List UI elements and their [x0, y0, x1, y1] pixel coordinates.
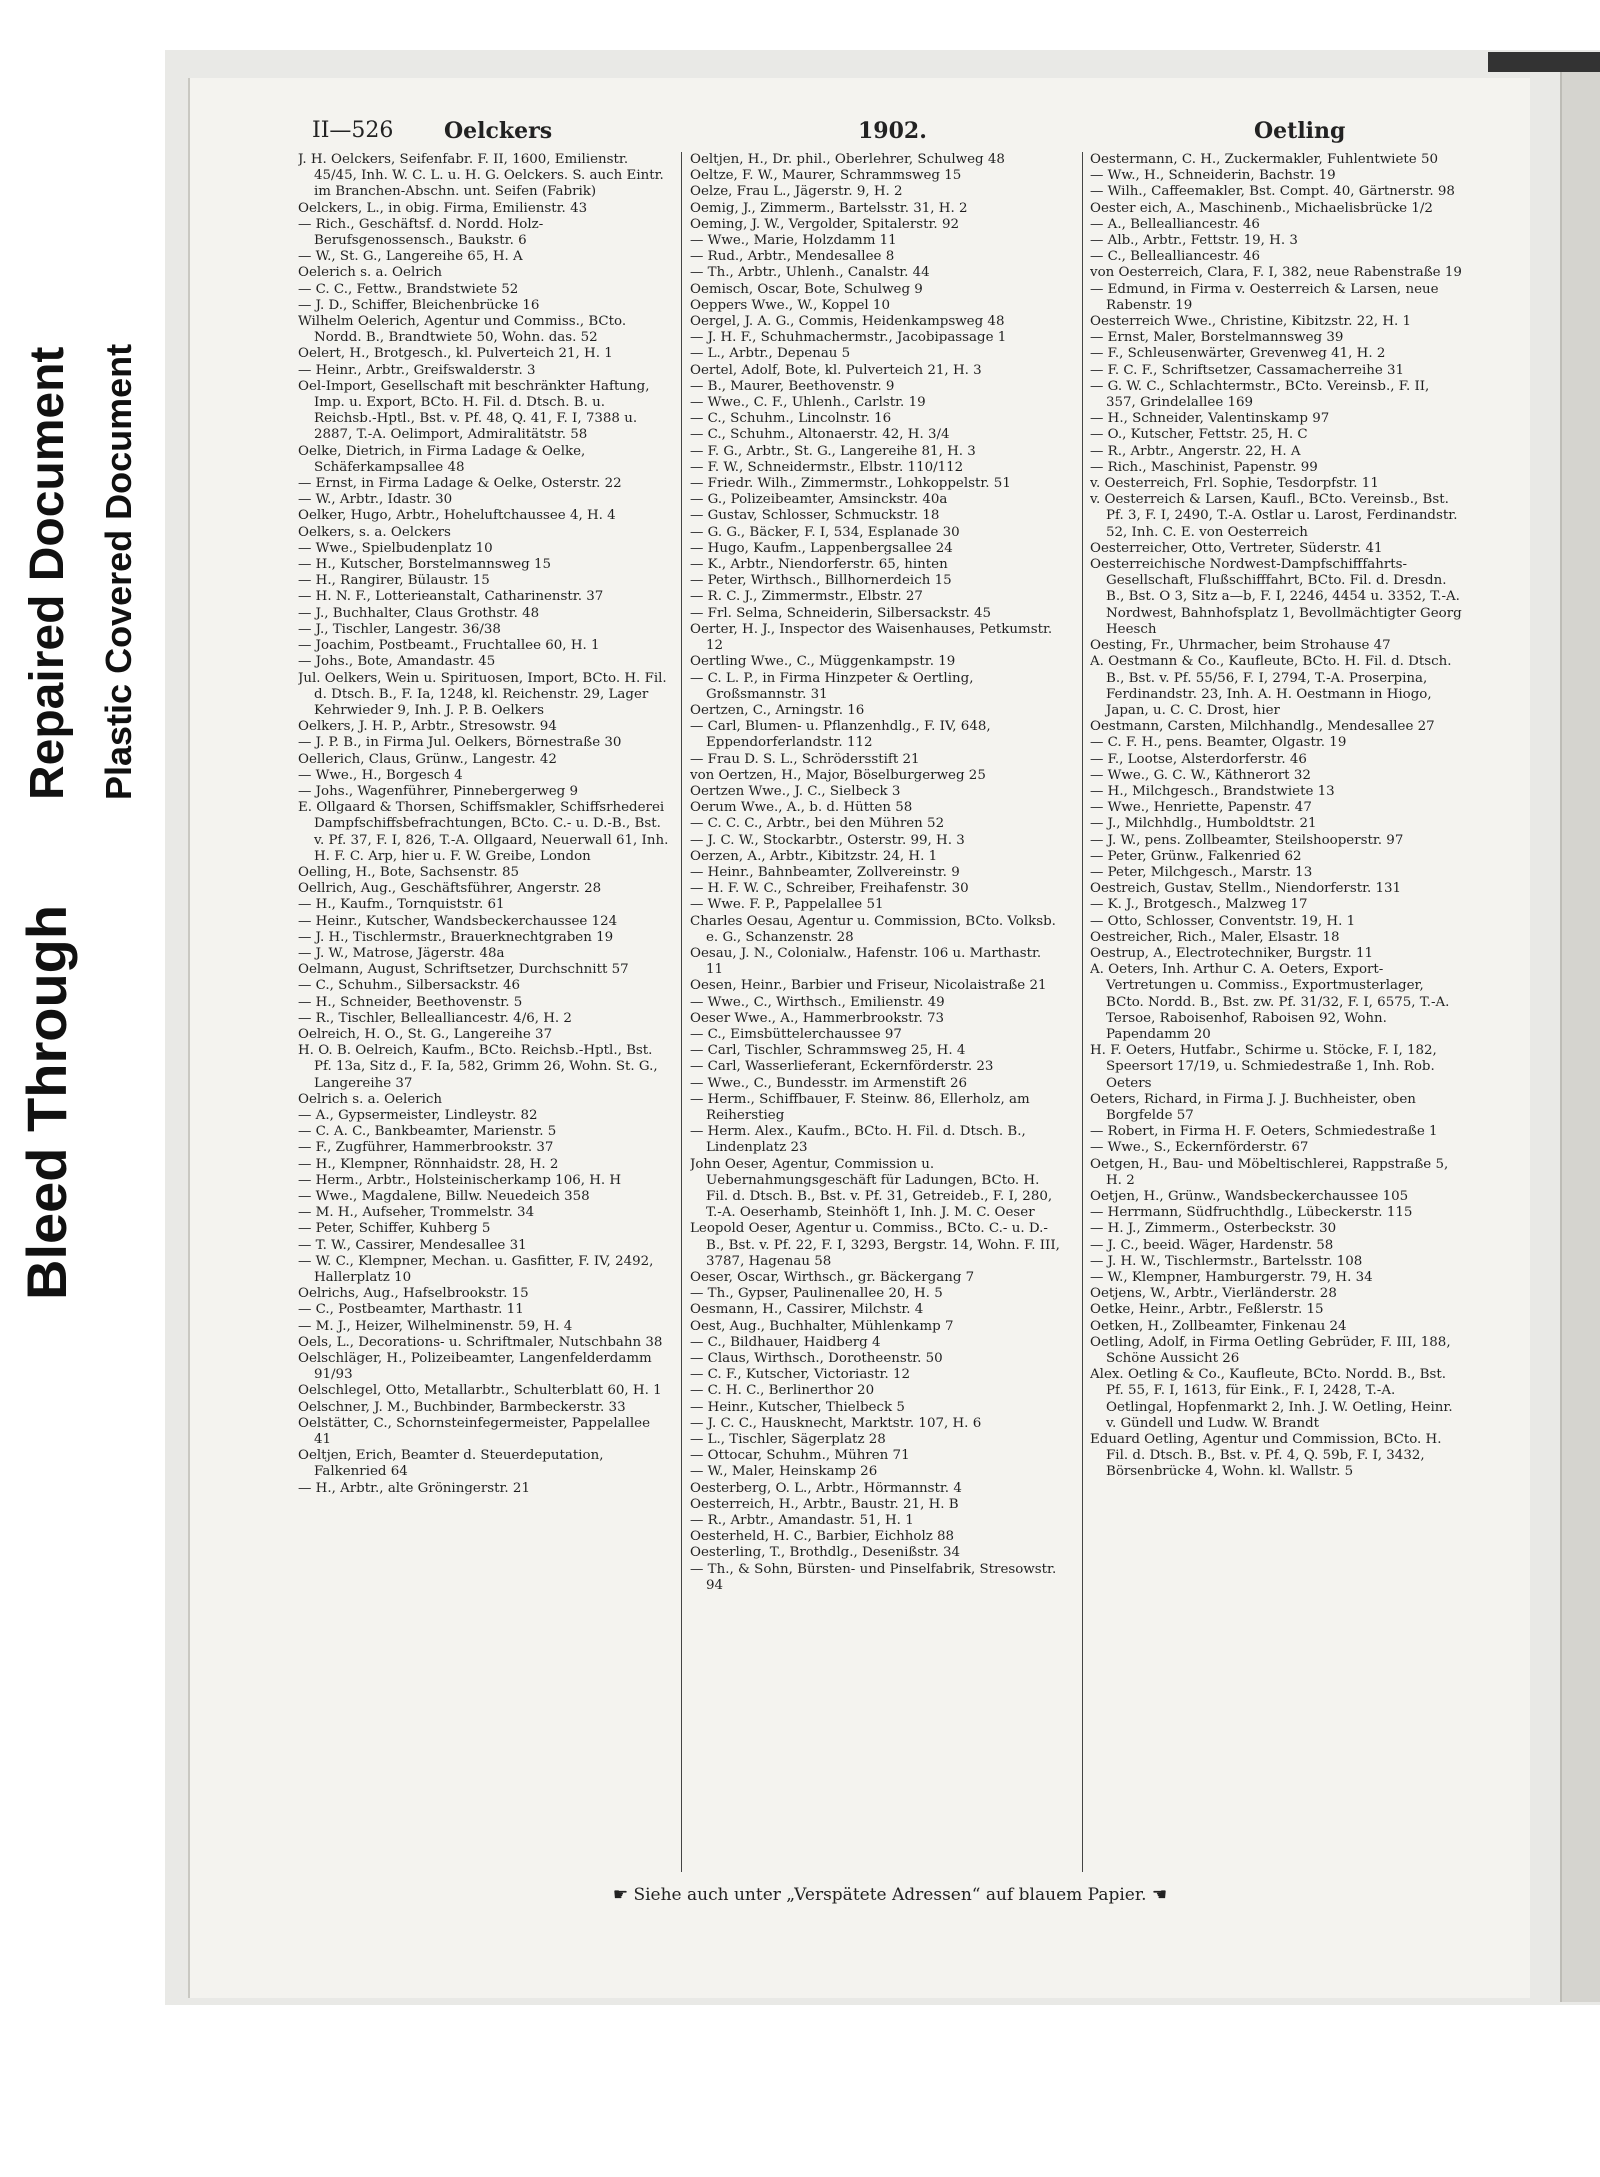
- directory-entry: — J. H. W., Tischlermstr., Bartelsstr. 108: [1090, 1253, 1363, 1269]
- directory-entry: — Wwe., Marie, Holzdamm 11: [690, 233, 897, 249]
- directory-entry: — Th., Arbtr., Uhlenh., Canalstr. 44: [690, 265, 930, 281]
- directory-entry: von Oesterreich, Clara, F. I, 382, neue Rabenstraße 19: [1090, 265, 1462, 281]
- directory-entry: — Wwe., Magdalene, Billw. Neuedeich 358: [298, 1189, 590, 1204]
- directory-entry: — Heinr., Bahnbeamter, Zollvereinstr. 9: [690, 864, 960, 880]
- directory-entry: H. F. Oeters, Hutfabr., Schirme u. Stöcke, F. I, 182, Speersort 17/19, u. Schmiedestraße 1, Inh. Rob. Oeters: [1090, 1043, 1437, 1091]
- directory-entry: Oesterreicher, Otto, Vertreter, Süderstr. 41: [1090, 540, 1383, 556]
- directory-entry: Oelschner, J. M., Buchbinder, Barmbeckerstr. 33: [298, 1399, 626, 1415]
- scan-edge-bar: [1488, 52, 1600, 72]
- directory-entry: Oeser Wwe., A., Hammerbrookstr. 73: [690, 1010, 945, 1026]
- directory-entry: Oesterreich Wwe., Christine, Kibitzstr. 22, H. 1: [1090, 314, 1412, 330]
- directory-entry: — C., Postbeamter, Marthastr. 11: [298, 1302, 524, 1318]
- directory-entry: — K. J., Brotgesch., Malzweg 17: [1090, 897, 1308, 913]
- directory-entry: — C. C., Fettw., Brandstwiete 52: [298, 281, 519, 297]
- directory-entry: Oestmann, Carsten, Milchhandlg., Mendesallee 27: [1090, 719, 1435, 735]
- directory-entry: — M. J., Heizer, Wilhelminenstr. 59, H. 4: [298, 1318, 573, 1334]
- directory-entry: — Rich., Geschäftsf. d. Nordd. Holz-Berufsgenossensch., Baukstr. 6: [298, 216, 544, 249]
- directory-entry: Oeltze, F. W., Maurer, Schrammsweg 15: [690, 168, 962, 184]
- directory-entry: Oelschläger, H., Polizeibeamter, Langenfelderdamm 91/93: [298, 1351, 652, 1383]
- directory-entry: Oetgen, H., Bau- und Möbeltischlerei, Rappstraße 5, H. 2: [1090, 1156, 1449, 1188]
- page-number: II—526: [312, 118, 394, 143]
- directory-entry: Oesting, Fr., Uhrmacher, beim Strohause 47: [1090, 638, 1391, 654]
- directory-entry: Wilhelm Oelerich, Agentur und Commiss., BCto. Nordd. B., Brandtwiete 50, Wohn. das. 52: [298, 314, 627, 346]
- directory-entry: — Wwe., Henriette, Papenstr. 47: [1090, 800, 1312, 816]
- directory-entry: — J. C., beeid. Wäger, Hardenstr. 58: [1090, 1237, 1334, 1253]
- directory-entry: — H., Arbtr., alte Gröningerstr. 21: [298, 1480, 530, 1496]
- directory-entry: Oelkers, J. H. P., Arbtr., Stresowstr. 94: [298, 719, 557, 735]
- directory-entry: — C., Schuhm., Lincolnstr. 16: [690, 411, 892, 427]
- directory-entry: — Wwe., S., Eckernförderstr. 67: [1090, 1140, 1309, 1156]
- directory-entry: — Wwe., C. F., Uhlenh., Carlstr. 19: [690, 395, 926, 411]
- directory-entry: Oelerich s. a. Oelrich: [298, 265, 443, 281]
- directory-entry: — Heinr., Arbtr., Greifswalderstr. 3: [298, 362, 536, 378]
- label-bleed-through: Bleed Through: [15, 904, 78, 1300]
- directory-entry: von Oertzen, H., Major, Böselburgerweg 25: [690, 767, 986, 783]
- directory-entry: Oeters, Richard, in Firma J. J. Buchheister, oben Borgfelde 57: [1090, 1091, 1416, 1123]
- directory-entry: — Claus, Wirthsch., Dorotheenstr. 50: [690, 1351, 943, 1367]
- directory-entry: — H., Schneider, Valentinskamp 97: [1090, 411, 1330, 427]
- directory-entry: — L., Arbtr., Depenau 5: [690, 346, 851, 362]
- directory-entry: Oesau, J. N., Colonialw., Hafenstr. 106 u. Marthastr. 11: [690, 945, 1042, 978]
- directory-entry: — H. F. W. C., Schreiber, Freihafenstr. 30: [690, 881, 969, 897]
- directory-entry: J. H. Oelckers, Seifenfabr. F. II, 1600, Emilienstr. 45/45, Inh. W. C. L. u. H. G. Oelckers. S. auch Eintr. im Branchen-Abschn. unt. Seifen (Fabrik): [298, 152, 664, 200]
- directory-entry: — B., Maurer, Beethovenstr. 9: [690, 378, 895, 394]
- directory-entry: Oelkers, s. a. Oelckers: [298, 524, 451, 540]
- directory-entry: — Heinr., Kutscher, Wandsbeckerchaussee 124: [298, 913, 618, 929]
- directory-entry: — J. H. F., Schuhmachermstr., Jacobipassage 1: [690, 330, 1007, 346]
- column-rule: [1082, 152, 1083, 1872]
- directory-entry: E. Ollgaard & Thorsen, Schiffsmakler, Schiffsrhederei Dampfschiffsbefrachtungen, BCto. C.- u. D.-B., Bst. v. Pf. 37, F. I, 826, T.-A. Ollgaard, Neuerwall 61, Inh. H. F. C. Arp, hier u. F. W. Greibe, London: [298, 800, 669, 864]
- directory-entry: — Ernst, Maler, Borstelmannsweg 39: [1090, 330, 1344, 346]
- directory-entry: Oetken, H., Zollbeamter, Finkenau 24: [1090, 1318, 1347, 1334]
- directory-entry: — C., Bildhauer, Haidberg 4: [690, 1334, 881, 1350]
- directory-entry: — Wwe., C., Wirthsch., Emilienstr. 49: [690, 994, 945, 1010]
- directory-entry: — L., Tischler, Sägerplatz 28: [690, 1432, 886, 1448]
- directory-entry: — Rich., Maschinist, Papenstr. 99: [1090, 459, 1318, 475]
- directory-entry: — Wilh., Caffeemakler, Bst. Compt. 40, Gärtnerstr. 98: [1090, 184, 1455, 200]
- directory-entry: — C., Schuhm., Silbersackstr. 46: [298, 978, 521, 994]
- directory-entry: — W., Klempner, Hamburgerstr. 79, H. 34: [1090, 1270, 1373, 1286]
- footer-note: ☛ Siehe auch unter „Verspätete Adressen“ auf blauem Papier. ☚: [612, 1885, 1168, 1905]
- directory-entry: — Heinr., Kutscher, Thielbeck 5: [690, 1399, 905, 1415]
- directory-entry: Oertel, Adolf, Bote, kl. Pulverteich 21, H. 3: [690, 362, 982, 378]
- directory-entry: — F. W., Schneidermstr., Elbstr. 110/112: [690, 459, 964, 475]
- directory-entry: v. Oesterreich, Frl. Sophie, Tesdorpfstr. 11: [1090, 476, 1379, 492]
- directory-entry: — J. W., Matrose, Jägerstr. 48a: [298, 945, 505, 961]
- directory-entry: — T. W., Cassirer, Mendesallee 31: [298, 1237, 527, 1253]
- directory-entry: — Carl, Wasserlieferant, Eckernförderstr. 23: [690, 1059, 994, 1075]
- directory-entry: — F., Lootse, Alsterdorferstr. 46: [1090, 751, 1307, 767]
- label-repaired-document: Repaired Document: [21, 346, 74, 800]
- directory-entry: Oelling, H., Bote, Sachsenstr. 85: [298, 864, 520, 880]
- directory-entry: Oelstätter, C., Schornsteinfegermeister, Pappelallee 41: [298, 1415, 650, 1448]
- directory-entry: — J. C. C., Hausknecht, Marktstr. 107, H. 6: [690, 1415, 982, 1431]
- directory-entry: Oelker, Hugo, Arbtr., Hoheluftchaussee 4, H. 4: [298, 508, 616, 524]
- directory-entry: — C., Bellealliancestr. 46: [1090, 249, 1261, 265]
- directory-entry: — Ww., H., Schneiderin, Bachstr. 19: [1090, 168, 1336, 184]
- directory-entry: Oesen, Heinr., Barbier und Friseur, Nicolaistraße 21: [690, 978, 1047, 994]
- directory-entry: — W., St. G., Langereihe 65, H. A: [298, 249, 523, 265]
- directory-entry: — R., Arbtr., Angerstr. 22, H. A: [1090, 443, 1301, 459]
- directory-entry: — Frl. Selma, Schneiderin, Silbersackstr. 45: [690, 605, 991, 621]
- directory-entry: — J., Milchhdlg., Humboldtstr. 21: [1090, 816, 1317, 832]
- directory-entry: A. Oestmann & Co., Kaufleute, BCto. H. Fil. d. Dtsch. B., Bst. v. Pf. 55/56, F. I, 2794, T.-A. Proserpina, Ferdinandstr. 23, Inh. A. H. Oestmann in Hiogo, Japan, u. C. C. Drost, hier: [1090, 654, 1452, 718]
- directory-entry: — Otto, Schlosser, Conventstr. 19, H. 1: [1090, 913, 1356, 929]
- directory-entry: Oellrich, Aug., Geschäftsführer, Angerstr. 28: [298, 881, 602, 897]
- directory-entry: H. O. B. Oelreich, Kaufm., BCto. Reichsb.-Hptl., Bst. Pf. 13a, Sitz d., F. Ia, 582, Grimm 26, Wohn. St. G., Langereihe 37: [298, 1043, 658, 1091]
- directory-entry: — G. G., Bäcker, F. I, 534, Esplanade 30: [690, 524, 960, 540]
- directory-entry: — Th., & Sohn, Bürsten- und Pinselfabrik, Stresowstr. 94: [690, 1561, 1057, 1593]
- directory-entry: Oelschlegel, Otto, Metallarbtr., Schulterblatt 60, H. 1: [298, 1383, 662, 1399]
- directory-entry: — Carl, Blumen- u. Pflanzenhdlg., F. IV, 648, Eppendorferlandstr. 112: [690, 719, 991, 751]
- directory-entry: Oetling, Adolf, in Firma Oetling Gebrüder, F. III, 188, Schöne Aussicht 26: [1090, 1334, 1451, 1367]
- header-left-word: Oelckers: [444, 118, 553, 144]
- directory-entry: — Robert, in Firma H. F. Oeters, Schmiedestraße 1: [1090, 1124, 1438, 1140]
- directory-entry: — F. G., Arbtr., St. G., Langereihe 81, H. 3: [690, 443, 976, 459]
- directory-entry: Oerzen, A., Arbtr., Kibitzstr. 24, H. 1: [690, 848, 938, 864]
- directory-entry: Oertzen Wwe., J. C., Sielbeck 3: [690, 783, 901, 799]
- directory-entry: — Peter, Schiffer, Kuhberg 5: [298, 1221, 491, 1237]
- directory-entry: — C., Eimsbüttelerchaussee 97: [690, 1026, 902, 1042]
- directory-entry: — J. W., pens. Zollbeamter, Steilshooperstr. 97: [1090, 832, 1404, 848]
- directory-entry: — C., Schuhm., Altonaerstr. 42, H. 3/4: [690, 427, 950, 443]
- directory-entry: Oeltjen, H., Dr. phil., Oberlehrer, Schulweg 48: [690, 152, 1005, 167]
- directory-entry: Alex. Oetling & Co., Kaufleute, BCto. Nordd. B., Bst. Pf. 55, F. I, 1613, für Eink., F. I, 2428, T.-A. Oetlingal, Hopfenmarkt 2, Inh. J. W. Oetling, Heinr. v. Gündell und Ludw. W. Brandt: [1090, 1367, 1453, 1431]
- directory-entry: Oeser, Oscar, Wirthsch., gr. Bäckergang 7: [690, 1270, 975, 1286]
- directory-entry: — F. C. F., Schriftsetzer, Cassamacherreihe 31: [1090, 362, 1405, 378]
- directory-entry: Oesterreich, H., Arbtr., Baustr. 21, H. B: [690, 1496, 959, 1512]
- directory-entry: — Joachim, Postbeamt., Fruchtallee 60, H. 1: [298, 638, 600, 654]
- directory-entry: — Peter, Milchgesch., Marstr. 13: [1090, 864, 1313, 880]
- directory-entry: Oestermann, C. H., Zuckermakler, Fuhlentwiete 50: [1090, 152, 1438, 167]
- directory-entry: — F., Schleusenwärter, Grevenweg 41, H. 2: [1090, 346, 1386, 362]
- directory-entry: — A., Bellealliancestr. 46: [1090, 216, 1260, 232]
- directory-entry: Oestreicher, Rich., Maler, Elsastr. 18: [1090, 929, 1340, 945]
- directory-entry: John Oeser, Agentur, Commission u. Uebernahmungsgeschäft für Ladungen, BCto. H. Fil. d. Dtsch. B., Bst. v. Pf. 31, Getreideb., F. I, 280, T.-A. Oeserhamb, Steinhöft 1, Inh. J. M. C. Oeser: [690, 1156, 1053, 1221]
- directory-entry: Oeppers Wwe., W., Koppel 10: [690, 297, 890, 313]
- directory-entry: Oel-Import, Gesellschaft mit beschränkter Haftung, Imp. u. Export, BCto. H. Fil. d. Dtsch. B. u. Reichsb.-Hptl., Bst. v. Pf. 48, Q. 41, F. I, 7388 u. 2887, T.-A. Oelimport, Admiralitätstr. 58: [298, 378, 650, 443]
- header-right-word: Oetling: [1254, 118, 1346, 144]
- directory-entry: — W., Arbtr., Idastr. 30: [298, 492, 453, 508]
- directory-entry: — Herm., Schiffbauer, F. Steinw. 86, Ellerholz, am Reiherstieg: [690, 1091, 1030, 1123]
- header-year: 1902.: [858, 118, 927, 144]
- directory-entry: — H., Rangirer, Bülaustr. 15: [298, 573, 490, 589]
- directory-entry: — Wwe., G. C. W., Käthnerort 32: [1090, 767, 1311, 783]
- directory-entry: — Herrmann, Südfruchthdlg., Lübeckerstr. 115: [1090, 1205, 1413, 1221]
- directory-entry: — Friedr. Wilh., Zimmermstr., Lohkoppelstr. 51: [690, 476, 1011, 492]
- directory-entry: — Carl, Tischler, Schrammsweg 25, H. 4: [690, 1043, 966, 1059]
- directory-entry: Oemig, J., Zimmerm., Bartelsstr. 31, H. 2: [690, 200, 968, 216]
- directory-entry: Oelmann, August, Schriftsetzer, Durchschnitt 57: [298, 962, 629, 978]
- directory-entry: — A., Gypsermeister, Lindleystr. 82: [298, 1107, 538, 1123]
- directory-entry: Jul. Oelkers, Wein u. Spirituosen, Import, BCto. H. Fil. d. Dtsch. B., F. Ia, 1248, kl. Reichenstr. 29, Lager Kehrwieder 9, Inh. J. P. B. Oelkers: [298, 670, 667, 718]
- directory-column-2: [690, 152, 1062, 1872]
- directory-entry: Oestrup, A., Electrotechniker, Burgstr. 11: [1090, 945, 1374, 961]
- directory-entry: — Johs., Bote, Amandastr. 45: [298, 654, 496, 670]
- directory-entry: — J. P. B., in Firma Jul. Oelkers, Börnestraße 30: [298, 735, 622, 751]
- directory-entry: Oertling Wwe., C., Müggenkampstr. 19: [690, 654, 956, 670]
- directory-entry: — Hugo, Kaufm., Lappenbergsallee 24: [690, 540, 953, 556]
- directory-entry: — C. C. C., Arbtr., bei den Mühren 52: [690, 816, 945, 832]
- directory-entry: — H., Kutscher, Borstelmannsweg 15: [298, 557, 551, 573]
- directory-entry: Oester eich, A., Maschinenb., Michaelisbrücke 1/2: [1090, 200, 1433, 216]
- directory-entry: — Th., Gypser, Paulinenallee 20, H. 5: [690, 1286, 943, 1302]
- directory-entry: — R., Arbtr., Amandastr. 51, H. 1: [690, 1513, 914, 1529]
- directory-entry: Oerum Wwe., A., b. d. Hütten 58: [690, 800, 913, 816]
- directory-entry: — Johs., Wagenführer, Pinnebergerweg 9: [298, 783, 579, 799]
- directory-entry: — C. H. C., Berlinerthor 20: [690, 1383, 875, 1399]
- scan-edge-strip: [1560, 72, 1600, 2002]
- directory-entry: — Herm. Alex., Kaufm., BCto. H. Fil. d. Dtsch. B., Lindenplatz 23: [690, 1124, 1026, 1156]
- directory-entry: Oergel, J. A. G., Commis, Heidenkampsweg 48: [690, 314, 1005, 330]
- directory-entry: — Herm., Arbtr., Holsteinischerkamp 106, H. H: [298, 1172, 622, 1188]
- directory-entry: Oelreich, H. O., St. G., Langereihe 37: [298, 1026, 553, 1042]
- directory-entry: Oemisch, Oscar, Bote, Schulweg 9: [690, 281, 923, 297]
- directory-entry: — O., Kutscher, Fettstr. 25, H. C: [1090, 427, 1308, 443]
- directory-entry: — K., Arbtr., Niendorferstr. 65, hinten: [690, 557, 948, 573]
- directory-entry: — M. H., Aufseher, Trommelstr. 34: [298, 1205, 535, 1221]
- directory-entry: Oetjens, W., Arbtr., Vierländerstr. 28: [1090, 1286, 1337, 1302]
- directory-entry: Oeming, J. W., Vergolder, Spitalerstr. 92: [690, 216, 959, 232]
- directory-entry: Oesterberg, O. L., Arbtr., Hörmannstr. 4: [690, 1480, 962, 1496]
- directory-column-1: [298, 152, 670, 1872]
- directory-entry: Eduard Oetling, Agentur und Commission, BCto. H. Fil. d. Dtsch. B., Bst. v. Pf. 4, Q. 59b, F. I, 3432, Börsenbrücke 4, Wohn. kl. Wallstr. 5: [1090, 1432, 1442, 1480]
- directory-entry: — Alb., Arbtr., Fettstr. 19, H. 3: [1090, 233, 1298, 249]
- directory-entry: — C. F., Kutscher, Victoriastr. 12: [690, 1367, 911, 1383]
- directory-entry: Oels, L., Decorations- u. Schriftmaler, Nutschbahn 38: [298, 1334, 663, 1350]
- directory-entry: — F., Zugführer, Hammerbrookstr. 37: [298, 1140, 554, 1156]
- directory-entry: — Ernst, in Firma Ladage & Oelke, Osterstr. 22: [298, 476, 622, 492]
- directory-entry: Oertzen, C., Arningstr. 16: [690, 702, 865, 718]
- directory-entry: Oesterreichische Nordwest-Dampfschifffahrts-Gesellschaft, Flußschifffahrt, BCto. Fil. d. Dresdn. B., Bst. O 3, Sitz a—b, F. I, 2246, 4454 u. 3352, T.-A. Nordwest, Bahnhofsplatz 1, Bevollmächtigter Georg Heesch: [1090, 557, 1462, 637]
- directory-entry: v. Oesterreich & Larsen, Kaufl., BCto. Vereinsb., Bst. Pf. 3, F. I, 2490, T.-A. Ostlar u. Larost, Ferdinandstr. 52, Inh. C. E. von Oesterreich: [1090, 492, 1458, 540]
- directory-entry: — J., Buchhalter, Claus Grothstr. 48: [298, 605, 540, 621]
- directory-entry: — Wwe., Spielbudenplatz 10: [298, 540, 493, 556]
- directory-entry: — G. W. C., Schlachtermstr., BCto. Vereinsb., F. II, 357, Grindelallee 169: [1090, 378, 1430, 411]
- directory-entry: — Ottocar, Schuhm., Mühren 71: [690, 1448, 910, 1464]
- directory-entry: Oestreich, Gustav, Stellm., Niendorferstr. 131: [1090, 881, 1402, 897]
- directory-entry: Oest, Aug., Buchhalter, Mühlenkamp 7: [690, 1318, 954, 1334]
- directory-entry: — H. J., Zimmerm., Osterbeckstr. 30: [1090, 1221, 1337, 1237]
- directory-entry: Oesterling, T., Brothdlg., Desenißstr. 34: [690, 1545, 961, 1561]
- directory-entry: Oesterheld, H. C., Barbier, Eichholz 88: [690, 1529, 955, 1545]
- directory-entry: Oetjen, H., Grünw., Wandsbeckerchaussee 105: [1090, 1189, 1409, 1204]
- directory-entry: — G., Polizeibeamter, Amsinckstr. 40a: [690, 492, 948, 508]
- directory-entry: — R., Tischler, Bellealliancestr. 4/6, H. 2: [298, 1010, 572, 1026]
- directory-entry: Oesmann, H., Cassirer, Milchstr. 4: [690, 1302, 924, 1318]
- directory-entry: A. Oeters, Inh. Arthur C. A. Oeters, Export-Vertretungen u. Commiss., Exportmusterlager, BCto. Nordd. B., Bst. zw. Pf. 31/32, F. I, 6575, T.-A. Tersoe, Raboisenhof, Raboisen 92, Wohn. Papendamm 20: [1090, 962, 1450, 1042]
- directory-column-3: [1090, 152, 1462, 1872]
- page-header: [312, 118, 1482, 150]
- directory-entry: — Wwe. F. P., Pappelallee 51: [690, 897, 884, 913]
- directory-entry: — Gustav, Schlosser, Schmuckstr. 18: [690, 508, 940, 524]
- directory-entry: Oerter, H. J., Inspector des Waisenhauses, Petkumstr. 12: [690, 621, 1053, 654]
- directory-entry: — H., Klempner, Rönnhaidstr. 28, H. 2: [298, 1156, 559, 1172]
- directory-entry: — Wwe., C., Bundesstr. im Armenstift 26: [690, 1075, 967, 1091]
- directory-entry: Oelrichs, Aug., Hafselbrookstr. 15: [298, 1286, 529, 1302]
- directory-entry: Charles Oesau, Agentur u. Commission, BCto. Volksb. e. G., Schanzenstr. 28: [690, 913, 1056, 945]
- directory-entry: — Peter, Grünw., Falkenried 62: [1090, 848, 1302, 864]
- directory-entry: — H., Milchgesch., Brandstwiete 13: [1090, 783, 1335, 799]
- label-plastic-covered-document: Plastic Covered Document: [98, 343, 139, 800]
- directory-entry: — C. L. P., in Firma Hinzpeter & Oertling, Großsmannstr. 31: [690, 670, 974, 702]
- directory-entry: Oelke, Dietrich, in Firma Ladage & Oelke, Schäferkampsallee 48: [298, 443, 586, 475]
- directory-entry: — W., Maler, Heinskamp 26: [690, 1464, 878, 1480]
- directory-entry: — H., Kaufm., Tornquiststr. 61: [298, 897, 505, 913]
- directory-entry: — J., Tischler, Langestr. 36/38: [298, 621, 501, 637]
- directory-entry: — Wwe., H., Borgesch 4: [298, 767, 463, 783]
- directory-entry: — C. F. H., pens. Beamter, Olgastr. 19: [1090, 735, 1347, 751]
- directory-entry: Oetke, Heinr., Arbtr., Feßlerstr. 15: [1090, 1302, 1324, 1318]
- directory-entry: — Edmund, in Firma v. Oesterreich & Larsen, neue Rabenstr. 19: [1090, 281, 1439, 313]
- directory-entry: — C. A. C., Bankbeamter, Marienstr. 5: [298, 1124, 557, 1140]
- directory-entry: — H., Schneider, Beethovenstr. 5: [298, 994, 523, 1010]
- directory-entry: — Peter, Wirthsch., Billhornerdeich 15: [690, 573, 952, 589]
- directory-entry: Oelze, Frau L., Jägerstr. 9, H. 2: [690, 184, 903, 200]
- directory-entry: Leopold Oeser, Agentur u. Commiss., BCto. C.- u. D.-B., Bst. v. Pf. 22, F. I, 3293, Bergstr. 14, Wohn. F. III, 3787, Hagenau 58: [690, 1221, 1060, 1269]
- directory-entry: — J. H., Tischlermstr., Brauerknechtgraben 19: [298, 929, 614, 945]
- directory-entry: — W. C., Klempner, Mechan. u. Gasfitter, F. IV, 2492, Hallerplatz 10: [298, 1253, 654, 1286]
- directory-entry: — Rud., Arbtr., Mendesallee 8: [690, 249, 895, 265]
- directory-entry: Oelert, H., Brotgesch., kl. Pulverteich 21, H. 1: [298, 346, 613, 362]
- directory-entry: — J. D., Schiffer, Bleichenbrücke 16: [298, 297, 540, 313]
- directory-entry: Oeltjen, Erich, Beamter d. Steuerdeputation, Falkenried 64: [298, 1448, 604, 1480]
- side-labels: [0, 0, 170, 2177]
- directory-entry: Oelrich s. a. Oelerich: [298, 1091, 443, 1107]
- directory-entry: — R. C. J., Zimmermstr., Elbstr. 27: [690, 589, 923, 605]
- directory-entry: — J. C. W., Stockarbtr., Osterstr. 99, H. 3: [690, 832, 965, 848]
- column-rule: [681, 152, 682, 1872]
- directory-entry: — Frau D. S. L., Schrödersstift 21: [690, 751, 920, 767]
- directory-entry: Oellerich, Claus, Grünw., Langestr. 42: [298, 751, 557, 767]
- directory-entry: — H. N. F., Lotterieanstalt, Catharinenstr. 37: [298, 589, 604, 605]
- directory-entry: Oelckers, L., in obig. Firma, Emilienstr. 43: [298, 200, 588, 216]
